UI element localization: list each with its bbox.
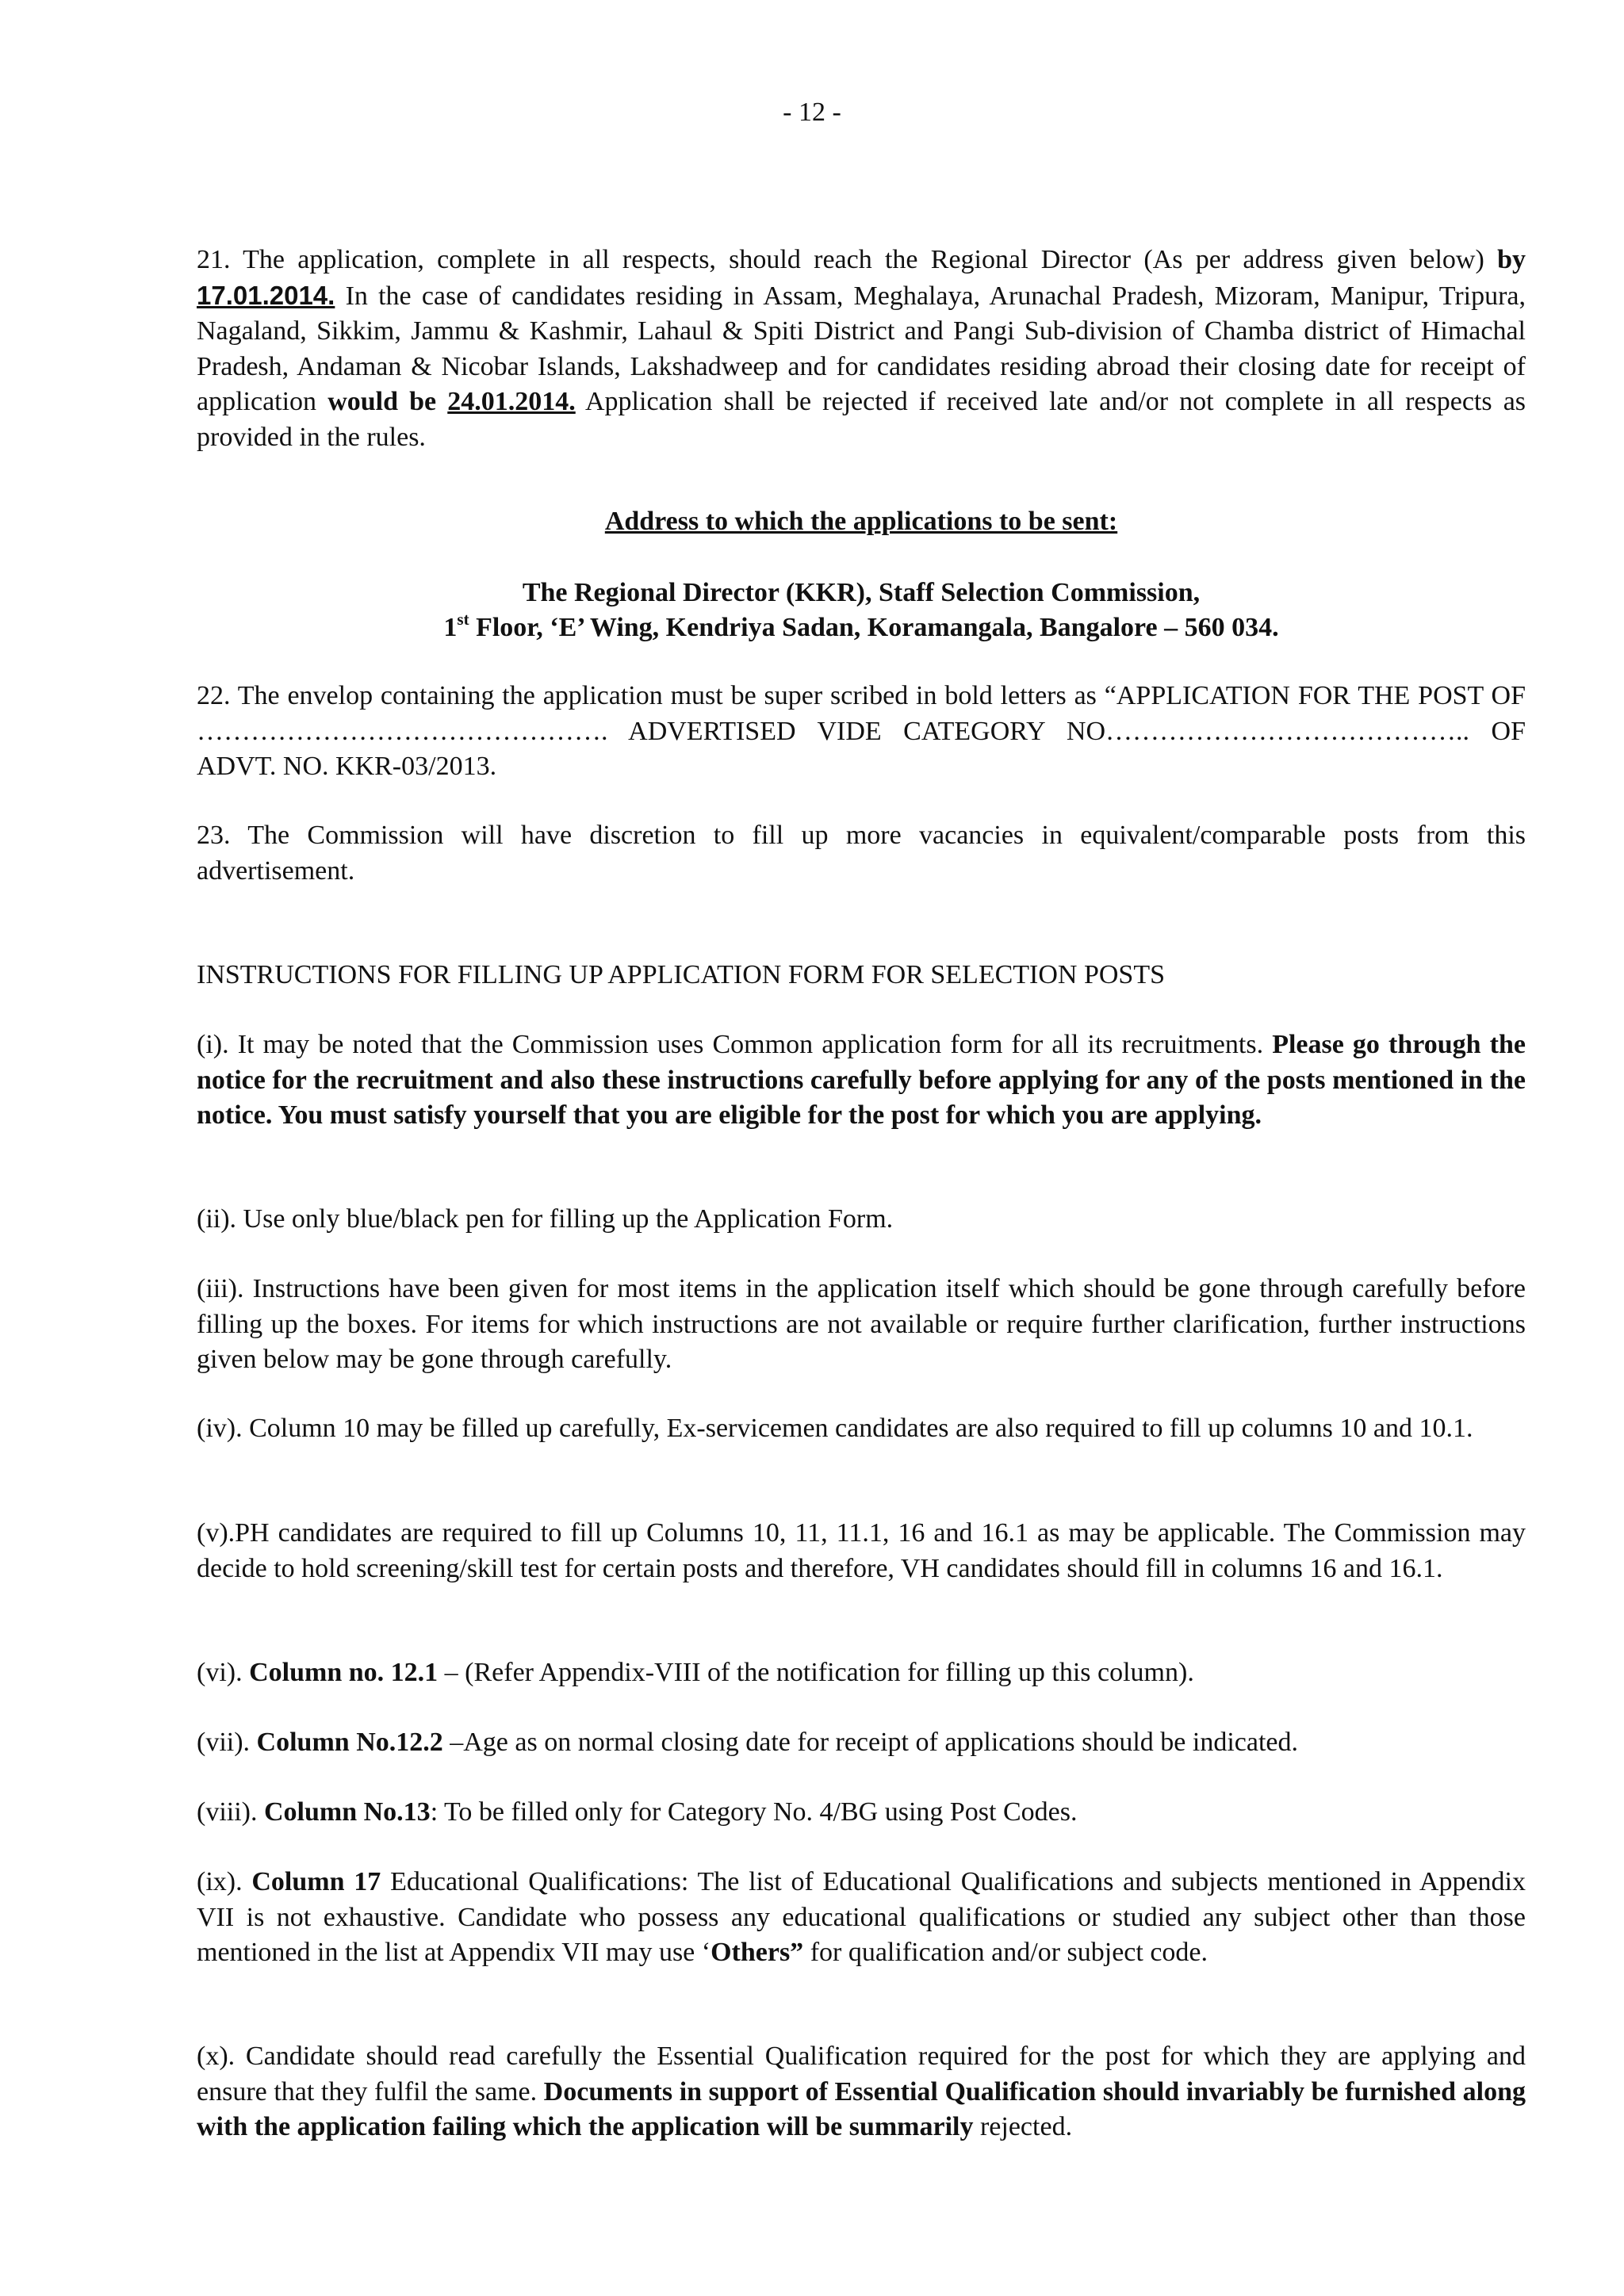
para21-suffix: Application shall be rejected if received late and/or not complete in all respects as provided in the rules.	[197, 387, 1526, 452]
paragraph-23: 23. The Commission will have discretion to fill up more vacancies in equivalent/comparable posts from this advertisement.	[197, 821, 1526, 886]
para21-middle: In the case of candidates residing in Assam, Meghalaya, Arunachal Pradesh, Mizoram, Manipur, Tripura, Nagaland, Sikkim, Jammu & Kashmir, Lahaul & Spiti District and Pangi Sub-division of Chamba district of Himachal Pradesh, Andaman & Nicobar Islands, Lakshadweep and for candidates residing abroad their closing date for receipt of application	[197, 281, 1526, 416]
page-number: - 12 -	[783, 98, 841, 127]
instruction-vi-prefix: (vi).	[197, 1658, 243, 1687]
instruction-x-text: (x). Candidate should read carefully the Essential Qualification required for the post for which they are applying and ensure that they fulfil the same.	[197, 2042, 1526, 2107]
instruction-viii-rest: : To be filled only for Category No. 4/BG using Post Codes.	[430, 1797, 1078, 1827]
para21-by-label: by	[1497, 245, 1526, 274]
instruction-x-bold: Documents in support of Essential Qualification should invariably be furnished along with the application failing which the application will be summarily	[197, 2076, 1526, 2141]
instruction-vii	[197, 1725, 1526, 1761]
instruction-ii: (ii). Use only blue/black pen for filling up the Application Form.	[197, 1204, 894, 1234]
instruction-iv: (iv). Column 10 may be filled up carefully, Ex-servicemen candidates are also required to fill up columns 10 and 10.1.	[197, 1414, 1473, 1443]
address-floor-number: 1	[443, 613, 458, 642]
para21-closing-date: 17.01.2014.	[197, 280, 335, 310]
instruction-viii-prefix: (viii).	[197, 1797, 258, 1827]
address-line-2	[197, 610, 1526, 646]
paragraph-22: 22. The envelop containing the application must be super scribed in bold letters as “APPLICATION FOR THE POST OF ………………………………………. ADVERTISED VIDE CATEGORY NO………………………………….. OF ADVT. NO. KKR-03/2013.	[197, 681, 1526, 781]
instruction-ix-suffix: for qualification and/or subject code.	[810, 1938, 1208, 1967]
para21-would-be: would be	[327, 387, 437, 416]
instructions-heading: INSTRUCTIONS FOR FILLING UP APPLICATION FORM FOR SELECTION POSTS	[197, 960, 1166, 989]
instruction-x	[197, 2039, 1526, 2145]
instruction-i-text: (i). It may be noted that the Commission uses Common application form for all its recruitments.	[197, 1030, 1264, 1059]
paragraph-21	[197, 243, 1526, 455]
instruction-vii-prefix: (vii).	[197, 1728, 251, 1757]
para21-prefix: 21. The application, complete in all respects, should reach the Regional Director (As per address given below)	[197, 245, 1484, 274]
instruction-vi-column: Column no. 12.1	[249, 1658, 439, 1687]
instruction-v: (v).PH candidates are required to fill up Columns 10, 11, 11.1, 16 and 16.1 as may be applicable. The Commission may decide to hold screening/skill test for certain posts and therefore, VH candidates should fill in columns 16 and 16.1.	[197, 1518, 1526, 1583]
address-floor-suffix: st	[457, 609, 469, 629]
para21-extended-date: 24.01.2014.	[447, 387, 576, 416]
instruction-i	[197, 1027, 1526, 1134]
instruction-ix-prefix: (ix).	[197, 1867, 243, 1896]
instruction-x-suffix: rejected.	[979, 2112, 1073, 2141]
instruction-viii	[197, 1795, 1526, 1831]
address-line-2-rest: Floor, ‘E’ Wing, Kendriya Sadan, Koramangala, Bangalore – 560 034.	[476, 613, 1279, 642]
instruction-vi-rest: – (Refer Appendix-VIII of the notification for filling up this column).	[444, 1658, 1194, 1687]
instruction-ix	[197, 1865, 1526, 1971]
instruction-i-bold: Please go through the notice for the recruitment and also these instructions carefully before applying for any of the posts mentioned in the notice. You must satisfy yourself that you are eligible for the post for which you are applying.	[197, 1030, 1526, 1130]
address-line-1: The Regional Director (KKR), Staff Selection Commission,	[522, 578, 1201, 607]
instruction-vi	[197, 1655, 1526, 1691]
instruction-ix-text: Educational Qualifications: The list of Educational Qualifications and subjects mentioned in Appendix VII is not exhaustive. Candidate who possess any educational qualifications or studied any subject other than those mentioned in the list at Appendix VII may use ‘	[197, 1867, 1526, 1967]
instruction-ix-column: Column 17	[251, 1867, 381, 1896]
instruction-vii-column: Column No.12.2	[256, 1728, 443, 1757]
instruction-viii-column: Column No.13	[263, 1797, 431, 1827]
instruction-iii: (iii). Instructions have been given for most items in the application itself which should be gone through carefully before filling up the boxes. For items for which instructions are not available or require further clarification, further instructions given below may be gone through carefully.	[197, 1274, 1526, 1374]
address-heading: Address to which the applications to be sent:	[604, 507, 1118, 536]
instruction-vii-rest: –Age as on normal closing date for receipt of applications should be indicated.	[450, 1728, 1298, 1757]
instruction-ix-others: Others”	[710, 1938, 804, 1967]
